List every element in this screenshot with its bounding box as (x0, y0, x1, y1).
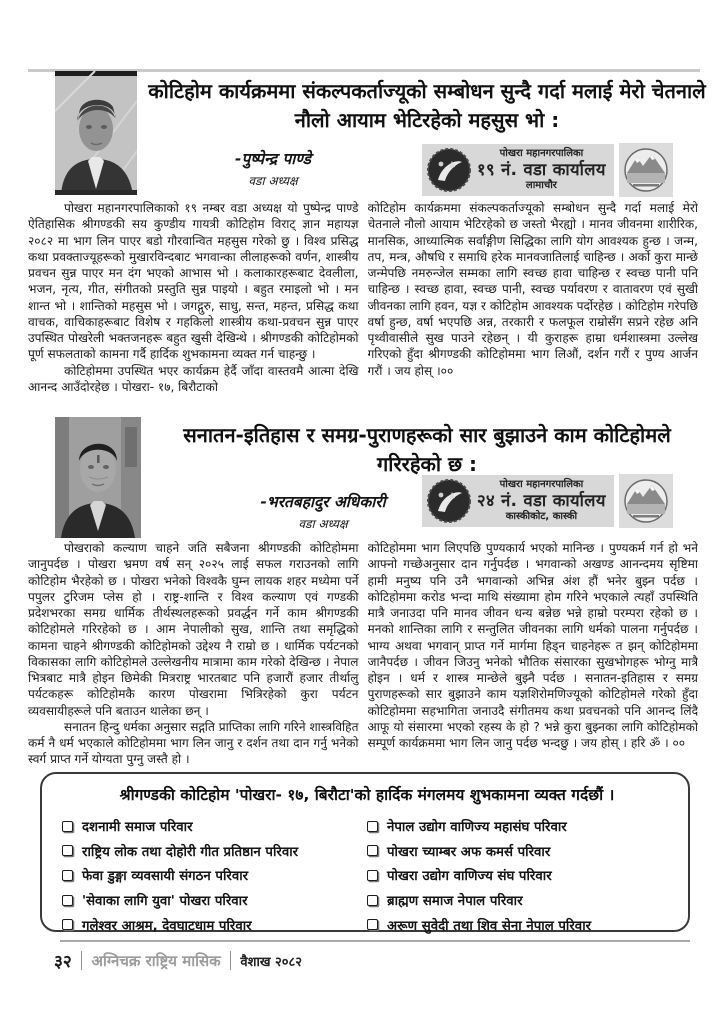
square-bullet-icon (367, 821, 378, 832)
greeting-item-label: पोखरा उद्योग वाणिज्य संघ परिवार (387, 869, 552, 885)
article1-column-left (28, 200, 359, 413)
greeting-list-item (62, 863, 367, 888)
ward-office-24-plate (422, 475, 614, 527)
issue-date: वैशाख २०८२ (240, 954, 303, 970)
magazine-title: अग्निचक्र राष्ट्रिय मासिक (91, 951, 221, 970)
square-bullet-icon (62, 895, 73, 906)
article2-paragraph: पोखराको कल्याण चाहने जति सबैजना श्रीगण्डकी कोटिहोममा जानुपर्दछ । पोखरा भ्रमण वर्ष सन् २०२५ लाई सफल गराउनको लागि कोटिहोम भैरहेको छ । पोखरा भनेको विश्वकै घुम्न लायक शहर मध्येमा पर्ने पपुलर टुरिजम प्लेस हो । राष्ट्र-शान्ति र विश्व कल्याण एवं गण्डकी प्रदेशभरका समग्र धार्मिक तीर्थस्थलहरूको प्रवर्द्धन गर्ने काम श्रीगण्डकी कोटिहोमले गरिरहेको छ । आम नेपालीको सुख, शान्ति तथा समृद्धिको कामना चाहने श्रीगण्डकी कोटिहोमको उद्देश्य नै राम्रो छ । धार्मिक पर्यटनको विकासका लागि कोटिहोमले उल्लेखनीय मात्रामा काम गरेको देखिन्छ । नेपाल भित्रबाट मात्रै होइन छिमेकी मित्रराष्ट्र भारतबाट पनि हजारौं हजार तीर्थालु पर्यटकहरू कोटिहोमकै कारण पोखरामा भित्रिरहेको कुरा पर्यटन व्यवसायीहरूले पनि बताउन थालेका छन् । (28, 541, 359, 718)
article1-paragraph: कोटिहोममा उपस्थित भएर कार्यक्रम हेर्दै जाँदा वास्तवमै आत्मा देखि आनन्द आउँदोरहेछ । पोखरा- १७, बिरौटाको (28, 363, 359, 394)
ward-office-19-plate (422, 144, 614, 196)
article1-paragraph: पोखरा महानगरपालिकाको १९ नम्बर वडा अध्यक्ष यो पुष्पेन्द्र पाण्डे ऐतिहासिक श्रीगण्डकी सय कुण्डीय गायत्री कोटिहोम विराट् ज्ञान महायज्ञ २०८२ मा भाग लिन पाएर बडो गौरवान्वित महसुस गरेको छु । विश्व प्रसिद्ध कथा प्रवक्ताज्यूहरूको मुखारविन्दबाट भगवान्का लीलाहरूको वर्णन, शास्त्रीय प्रवचन सुन्न पाएर मन दंग भएको आभास भो । कलाकारहरूबाट देवलीला, भजन, नृत्य, गीत, संगीतको प्रस्तुति सुन्न पाइयो । बहुत रमाइलो भो । मन शान्त भो । शान्तिको महसुस भो । जगद्गुरु, साधु, सन्त, महन्त, प्रसिद्ध कथा वाचक, वाचिकाहरूबाट विशेष र गहकिलो शास्त्रीय कथा-प्रवचन सुन्न पाएर उपस्थित पोखरेली भक्तजनहरू बहुत खुसी देखिन्थे । श्रीगण्डकी कोटिहोमको पूर्ण सफलताको कामना गर्दै हार्दिक शुभकामना व्यक्त गर्न चाहन्छु । (28, 201, 359, 362)
greeting-item-label: पोखरा च्याम्बर अफ कमर्स परिवार (387, 844, 551, 860)
article2-byline (238, 490, 408, 532)
footer (54, 949, 302, 972)
portrait-photo-pushpendra (55, 71, 137, 195)
greeting-list-item (62, 912, 367, 937)
square-bullet-icon (367, 870, 378, 881)
ward-office-location: कास्कीकोट, कास्की (505, 510, 578, 522)
square-bullet-icon (367, 895, 378, 906)
greeting-list-item (62, 839, 367, 864)
article1-byline-name: -पुष्पेन्द्र पाण्डे (235, 150, 311, 168)
greeting-item-label: ब्राह्मण समाज नेपाल परिवार (387, 894, 523, 910)
square-bullet-icon (62, 870, 73, 881)
mountain-logo-graphic (623, 147, 669, 193)
square-bullet-icon (62, 919, 73, 930)
greeting-list-item (367, 912, 672, 937)
pokhara-metropolitan-logo-icon (619, 143, 673, 197)
article2-column-right (368, 540, 699, 772)
article2-column-left (28, 540, 359, 772)
ward-office-24-text (477, 479, 606, 522)
pokhara-metropolitan-logo-icon (619, 474, 673, 528)
article1-byline-title: वडा अध्यक्ष (248, 174, 298, 188)
article2-paragraph: सनातन हिन्दु धर्मका अनुसार सद्गति प्राप्तिका लागि गरिने शास्त्रविहित कर्म नै धर्म भएकाले कोटिहोममा भाग लिन जानु र दर्शन तथा दान गर्नु भनेको स्वर्ग प्राप्त गर्ने योग्यता पुग्नु जस्तै हो । (28, 719, 359, 767)
portrait-photo-2-graphic (55, 417, 141, 538)
article1-column-right (368, 200, 699, 413)
article2-byline-title: वडा अध्यक्ष (298, 517, 348, 531)
municipality-name: पोखरा महानगरपालिका (499, 148, 584, 160)
greeting-box (40, 772, 690, 932)
portrait-photo-1-graphic (55, 71, 137, 195)
mountain-logo-graphic (623, 478, 669, 524)
greeting-item-label: दशनामी समाज परिवार (82, 820, 193, 836)
ward-office-19-text (477, 148, 606, 191)
greeting-box-left-column (62, 814, 367, 937)
page-number: ३२ (54, 952, 72, 972)
nepal-government-emblem-icon (426, 147, 472, 193)
article2-headline: सनातन-इतिहास र समग्र-पुराणहरूको सार बुझाउने काम कोटिहोमले गरिरहेको छ : (183, 423, 671, 476)
greeting-item-label: 'सेवाका लागि युवा' पोखरा परिवार (82, 894, 248, 910)
greeting-box-columns (62, 814, 672, 937)
greeting-list-item (367, 814, 672, 839)
footer-separator (81, 951, 83, 970)
ward-office-location: लामाचौर (525, 179, 557, 191)
greeting-item-label: नेपाल उद्योग वाणिज्य महासंघ परिवार (387, 820, 567, 836)
square-bullet-icon (367, 845, 378, 856)
ward-office-19-banner (422, 143, 673, 197)
greeting-item-label: गलेश्वर आश्रम, देवघाटधाम परिवार (82, 918, 252, 934)
footer-separator (230, 951, 232, 970)
greeting-item-label: राष्ट्रिय लोक तथा दोहोरी गीत प्रतिष्ठान परिवार (82, 844, 299, 860)
article1-byline (198, 147, 348, 189)
nepal-government-emblem-icon (426, 478, 472, 524)
article1-headline: कोटिहोम कार्यक्रममा संकल्पकर्ताज्यूको सम्बोधन सुन्दै गर्दा मलाई मेरो चेतनाले नौलो आयाम भेटिरहेको महसुस भो : (148, 79, 706, 132)
ward-office-name: २४ नं. वडा कार्यालय (477, 491, 606, 511)
square-bullet-icon (367, 919, 378, 930)
greeting-list-item (62, 814, 367, 839)
article1-body (28, 200, 698, 413)
article2-paragraph: कोटिहोममा भाग लिएपछि पुण्यकार्य भएको मानिन्छ । पुण्यकर्म गर्न हो भने आफ्नो गच्छेअनुसार दान गर्नुपर्दछ । भगवान्को अखण्ड आनन्दमय सृष्टिमा हामी मनुष्य पनि उनै भगवान्को अभिन्न अंश हौं भनेर बुझ्न पर्दछ । कोटिहोममा करोड भन्दा माथि संख्यामा होम गरिने भएकाले त्यहाँ उपस्थिति मात्रै जनाउदा पनि मानव जीवन धन्य बन्नेछ भन्ने हाम्रो परम्परा रहेको छ । मनको शान्तिका लागि र सन्तुलित जीवनका लागि धर्मको पालना गर्नुपर्दछ । भाग्य अथवा भगवान् प्राप्त गर्ने मार्गमा हिड्न चाहनेहरू त झन् कोटिहोममा जानैपर्दछ । जीवन जिउनु भनेको भौतिक संसारका सुखभोगहरू भोग्नु मात्रै होइन । धर्म र शास्त्र मान्छेले बुझ्नै पर्दछ । सनातन-इतिहास र समग्र पुराणहरूको सार बुझाउने काम यज्ञशिरोमणिज्यूको कोटिहोमले गरेको हुँदा कोटिहोममा सहभागिता जनाउदै संगीतमय कथा प्रवचनको पनि आनन्द लिंदै आफू यो संसारमा भएको रहस्य के हो ? भन्ने कुरा बुझ्नका लागि कोटिहोमको सम्पूर्ण कार्यक्रममा भाग लिन जानु पर्दछ भन्दछु । जय होस् । हरि ॐ । ०० (367, 541, 698, 750)
greeting-list-item (367, 888, 672, 913)
square-bullet-icon (62, 821, 73, 832)
greeting-box-title: श्रीगण्डकी कोटिहोम 'पोखरा- १७, बिरौटा'को हार्दिक मंगलमय शुभकामना व्यक्त गर्दछौं । (119, 786, 615, 804)
square-bullet-icon (62, 845, 73, 856)
article1-paragraph: कोटिहोम कार्यक्रममा संकल्पकर्ताज्यूको सम्बोधन सुन्दै गर्दा मलाई मेरो चेतनाले नौलो आयाम भेटिरहेको छ जस्तो भैरह्यो । मानव जीवनमा शारीरिक, मानसिक, आध्यात्मिक सर्वांङ्गीण सिद्धिका लागि योग आवश्यक हुन्छ । जन्म, तप, मन्त्र, औषधि र समाधि हरेक मानवजातिलाई चाहिन्छ । अर्को कुरा मान्छे जन्मेपछि नमरुन्जेल सम्मका लागि स्वच्छ हावा चाहिन्छ र स्वच्छ पानी पनि चाहिन्छ । स्वच्छ हावा, स्वच्छ पानी, स्वच्छ पर्यावरण र वातावरण एवं सुखी जीवनका लागि हवन, यज्ञ र कोटिहोम आवश्यक पर्दोरहेछ । कोटिहोम गरेपछि वर्षा हुन्छ, वर्षा भएपछि अन्न, तरकारी र फलफूल राम्रोसँग सप्रने रहेछ अनि पृथ्वीवासीले सुख पाउने रहेछन् । यी कुराहरू हाम्रा धर्मशास्त्रमा उल्लेख गरिएको हुँदा श्रीगण्डकी कोटिहोममा भाग लिऔं, दर्शन गरौं र पुण्य आर्जन गरौं । जय होस् ।०० (367, 201, 698, 378)
greeting-item-label: अरूण सुवेदी तथा शिव सेना नेपाल परिवार (387, 918, 592, 934)
greeting-list-item (62, 888, 367, 913)
ward-office-name: १९ नं. वडा कार्यालय (477, 160, 606, 180)
article2-body (28, 540, 698, 772)
article2-byline-name: -भरतबहादुर अधिकारी (260, 493, 386, 511)
greeting-list-item (367, 839, 672, 864)
ward-office-24-banner (422, 474, 673, 528)
greeting-box-right-column (367, 814, 672, 937)
greeting-item-label: फेवा डुङ्गा व्यवसायी संगठन परिवार (82, 869, 249, 885)
greeting-list-item (367, 863, 672, 888)
municipality-name: पोखरा महानगरपालिका (499, 479, 584, 491)
footer-divider (60, 940, 690, 942)
portrait-photo-bharatbahadur (55, 417, 141, 538)
